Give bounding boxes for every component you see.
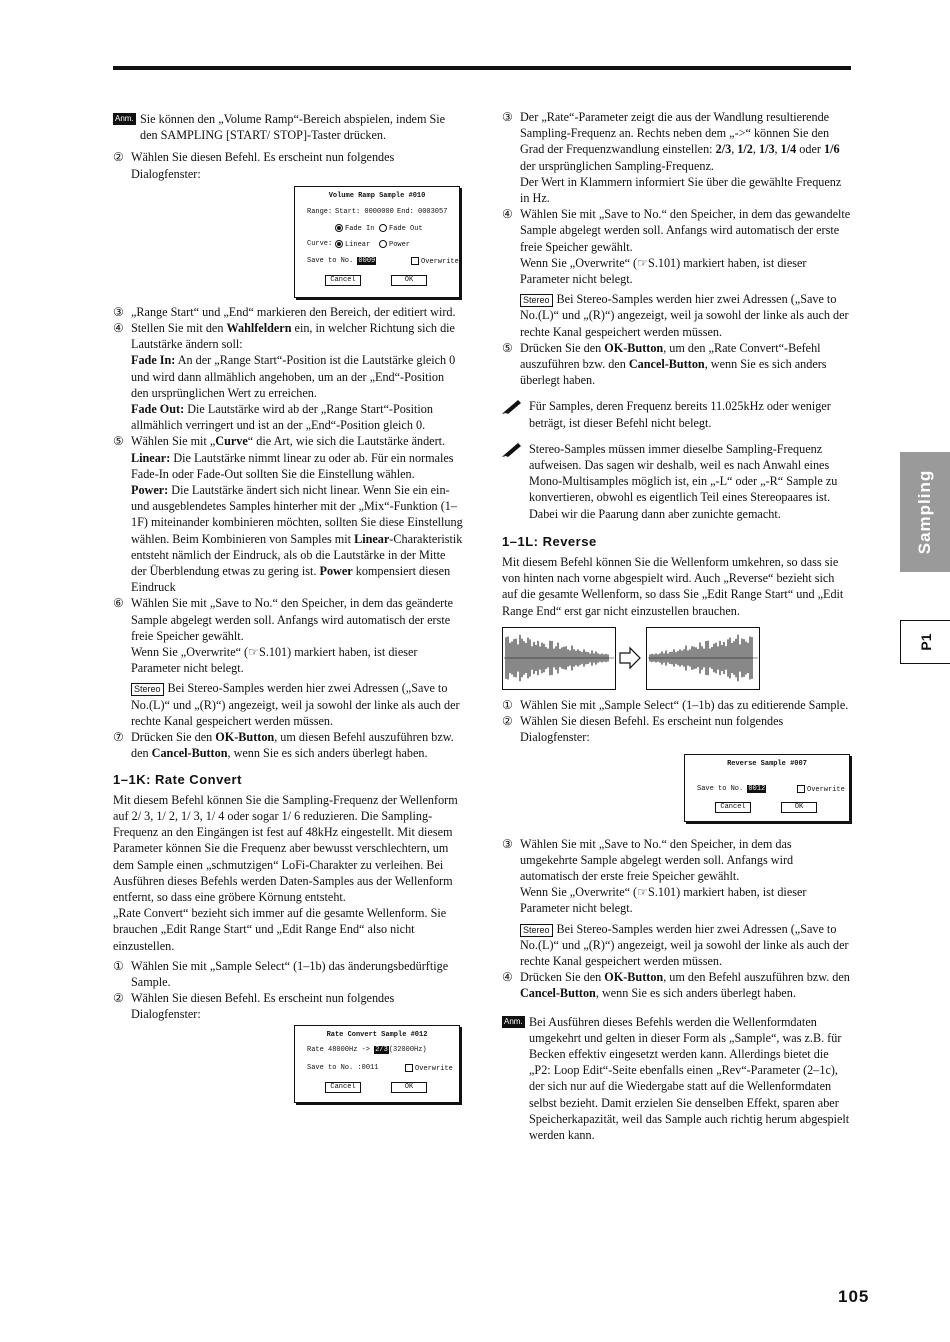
page-number: 105	[838, 1287, 870, 1306]
reverse-step-3: ③ Wählen Sie mit „Save to No.“ den Speicher, in dem das umgekehrte Sample abgelegt werden soll. Anfangs wird automatisch der erste freie Speicher gewählt.	[502, 836, 794, 883]
power-desc: Power: Die Lautstärke ändert sich nicht linear. Wenn Sie ein ein- und ausgeblendetes Samples hinterher mit der „Mix“-Funktion (1–1F) miteinander kombinieren möchten, sollten Sie diese Einstellung wählen. Beim Kombinieren von Samples mit Linear-Charakteristik entsteht nämlich der Eindruck, als ob die Lautstärke in der Mitte der Überblendung etwas zu gering ist. Power kompensiert diesen Eindruck	[131, 483, 463, 595]
ok-button[interactable]: OK	[391, 275, 427, 286]
step-6-overwrite: Wenn Sie „Overwrite“ (☞S.101) markiert haben, ist dieser Parameter nicht belegt.	[131, 645, 418, 676]
save-to-field[interactable]: 0009	[358, 256, 376, 265]
arrow-right-icon	[620, 648, 640, 668]
pen-note-2: Stereo-Samples müssen immer dieselbe Sampling-Frequenz aufweisen. Das sagen wir deshalb, weil es nach Anwahl eines Mono-Multisamples möglich ist, ein „-L“ oder „-R“ Sample zu konvertieren, obwohl es eigentlich Teil eines Stereopaares ist. Dabei wir die Paarung dann aber zunichte gemacht.	[502, 441, 852, 522]
save-to-field[interactable]: 0012	[748, 784, 766, 793]
reverse-heading: 1–1L: Reverse	[502, 533, 597, 549]
rate-field[interactable]: 2/3	[375, 1045, 388, 1054]
step-5: ⑤ Drücken Sie den OK-Button, um den „Rate Convert“-Befehl auszuführen bzw. den Cancel-Button, wenn Sie es sich anders überlegt haben.	[502, 340, 827, 388]
reverse-step-3-overwrite: Wenn Sie „Overwrite“ (☞S.101) markiert haben, ist dieser Parameter nicht belegt.	[520, 885, 807, 916]
rate-convert-intro: Mit diesem Befehl können Sie die Sampling-Frequenz der Wellenform auf 2/ 3, 1/ 2, 1/ 3, 1/ 4 oder sogar 1/ 6 reduzieren. Die Sampling-Frequenz an den Eingängen ist fest auf 48kHz eingestellt. Mit diesem Parameter können Sie die Frequenz aber bewusst verschlechtern, um dem Sample einen „schmutzigen“ LoFi-Charakter zu verleihen. Bei Ausführen dieses Befehls werden Daten-Samples aus der Wellenform entfernt, so dass eine gröbere Körnung entsteht.	[113, 792, 458, 904]
waveform-graphic	[502, 627, 762, 691]
step-3: ③ „Range Start“ und „End“ markieren den Bereich, der editiert wird.	[113, 304, 456, 319]
cancel-button[interactable]: Cancel	[325, 1082, 361, 1093]
range-end: End: 0003057	[397, 207, 448, 216]
step-7: ⑦ Drücken Sie den OK-Button, um diesen Befehl auszuführen bzw. den Cancel-Button, wenn Sie es sich anders überlegt haben.	[113, 730, 454, 761]
rate-step-2: ② Wählen Sie diesen Befehl. Es erscheint nun folgendes Dialogfenster:	[113, 991, 395, 1022]
stereo-badge: Stereo	[131, 683, 164, 696]
overwrite-checkbox[interactable]: Overwrite	[797, 785, 845, 795]
dialog-title: Reverse Sample #007	[727, 759, 807, 768]
right-column	[502, 109, 852, 1143]
anm-badge: Anm.	[115, 114, 134, 123]
reverse-intro: Mit diesem Befehl können Sie die Wellenform umkehren, so dass sie von hinten nach vorne abgespielt wird. Auch „Reverse“ bezieht sich auf die gesamte Wellenform, so dass Sie „Edit Range Start“ und „Edit Range End“ erst gar nicht einzustellen brauchen.	[502, 555, 844, 618]
overwrite-checkbox[interactable]: Overwrite	[411, 257, 459, 267]
rate-step-1: ① Wählen Sie mit „Sample Select“ (1–1b) das änderungsbedürftige Sample.	[113, 958, 449, 989]
stereo-note-2: Stereo Bei Stereo-Samples werden hier zwei Adressen („Save to No.(L)“ und „(R)“) angezeigt, weil ja sowohl der linke als auch der rechte Kanal gespeichert werden müssen.	[520, 921, 849, 968]
pen-note-1: Für Samples, deren Frequenz bereits 11.025kHz oder weniger beträgt, ist dieser Befehl nicht belegt.	[502, 398, 852, 430]
reverse-step-1: ① Wählen Sie mit „Sample Select“ (1–1b) das zu editierende Sample.	[502, 697, 849, 712]
section-tab: Sampling	[900, 452, 950, 572]
step-4: ④ Stellen Sie mit den Wahlfeldern ein, in welcher Richtung sich die Lautstärke ändern soll:	[113, 321, 455, 352]
linear-radio[interactable]: Linear	[335, 240, 370, 250]
step-2: ② Wählen Sie diesen Befehl. Es erscheint nun folgendes Dialogfenster:	[113, 150, 395, 181]
step-5: ⑤ Wählen Sie mit „Curve“ die Art, wie sich die Lautstärke ändert.	[113, 434, 446, 449]
step-4-overwrite: Wenn Sie „Overwrite“ (☞S.101) markiert haben, ist dieser Parameter nicht belegt.	[520, 255, 807, 287]
fade-out-radio[interactable]: Fade Out	[379, 224, 423, 234]
step-3: ③ Der „Rate“-Parameter zeigt die aus der Wandlung resultierende Sampling-Frequenz an. Rechts neben dem „->“ können Sie den Grad der Frequenzwandlung einstellen: 2/3, 1/2, 1/3, 1/4 oder 1/6 der ursprünglichen Sampling-Frequenz.	[502, 110, 840, 173]
ok-button[interactable]: OK	[781, 802, 817, 813]
fade-out-desc: Fade Out: Die Lautstärke wird ab der „Range Start“-Position allmählich verringert und ist an der „End“-Position gleich 0.	[131, 402, 433, 433]
rate-convert-dialog: Rate Convert Sample #012 Rate 48000Hz -> 2/3(32000Hz) Save to No. :0011 Overwrite Cancel OK	[294, 1025, 460, 1103]
cancel-button[interactable]: Cancel	[325, 275, 361, 286]
step-3-note: Der Wert in Klammern informiert Sie über die gewählte Frequenz in Hz.	[520, 174, 842, 206]
header-rule	[113, 66, 851, 70]
stereo-note: Stereo Bei Stereo-Samples werden hier zwei Adressen („Save to No.(L)“ und „(R)“) angezeigt, weil ja sowohl der linke als auch der rechte Kanal gespeichert werden müssen.	[131, 681, 460, 728]
stereo-note: Stereo Bei Stereo-Samples werden hier zwei Adressen („Save to No.(L)“ und „(R)“) angezeigt, weil ja sowohl der linke als auch der rechte Kanal gespeichert werden müssen.	[520, 292, 849, 339]
save-to-field[interactable]: :0011	[357, 1063, 379, 1072]
linear-desc: Linear: Die Lautstärke nimmt linear zu oder ab. Für ein normales Fade-In oder Fade-Out sollten Sie die Einstellung wählen.	[131, 450, 454, 481]
rate-convert-heading: 1–1K: Rate Convert	[113, 771, 242, 787]
stereo-badge: Stereo	[520, 294, 553, 307]
reverse-step-2: ② Wählen Sie diesen Befehl. Es erscheint nun folgendes Dialogfenster:	[502, 714, 784, 745]
pencil-icon	[502, 398, 522, 414]
reverse-dialog: Reverse Sample #007 Save to No. 0012 Overwrite Cancel OK	[684, 754, 850, 822]
stereo-badge: Stereo	[520, 924, 553, 937]
overwrite-checkbox[interactable]: Overwrite	[405, 1064, 453, 1074]
reverse-step-4: ④ Drücken Sie den OK-Button, um den Befehl auszuführen bzw. den Cancel-Button, wenn Sie es sich anders überlegt haben.	[502, 970, 850, 1001]
fade-in-radio[interactable]: Fade In	[335, 224, 374, 234]
dialog-title: Rate Convert Sample #012	[326, 1030, 428, 1039]
rate-convert-scope: „Rate Convert“ bezieht sich immer auf die gesamte Wellenform. Sie brauchen „Edit Range Start“ und „Edit Range End“ also nicht einzustellen.	[113, 906, 447, 953]
anm-note-2: Anm. Bei Ausführen dieses Befehls werden die Wellenformdaten umgekehrt und gelten in dieser Form als „Sample“, was z.B. für Becken effektiv eingesetzt werden kann. Allerdings bietet die „P2: Loop Edit“-Seite ebenfalls einen „Rev“-Parameter (2–1c), der sich nur auf die Wiedergabe statt auf die Wellenformdaten selbst bezieht. Damit erzielen Sie denselben Effekt, sparen aber Speicherkapazität, weil das Sample auch richtig herum abgespielt werden kann.	[504, 1014, 850, 1142]
left-column	[113, 109, 463, 1103]
anm-note: Anm. Sie können den „Volume Ramp“-Bereich abspielen, indem Sie den SAMPLING [START/ STOP]-Taster drücken.	[115, 112, 446, 143]
cancel-button[interactable]: Cancel	[715, 802, 751, 813]
dialog-title: Volume Ramp Sample #010	[328, 191, 426, 200]
range-start: Start: 0000000	[335, 207, 394, 216]
power-radio[interactable]: Power	[379, 240, 410, 250]
anm-badge: Anm.	[504, 1016, 523, 1026]
ok-button[interactable]: OK	[391, 1082, 427, 1093]
waveform-illustration	[502, 627, 852, 691]
step-6: ⑥ Wählen Sie mit „Save to No.“ den Speicher, in dem das geänderte Sample abgelegt werden soll. Anfangs wird automatisch der erste freie Speicher gewählt.	[113, 596, 454, 643]
fade-in-desc: Fade In: An der „Range Start“-Position ist die Lautstärke gleich 0 und wird dann allmählich angehoben, um an der „End“-Position den ursprünglichen Wert zu erreichen.	[131, 353, 456, 400]
page-tab: P1	[900, 620, 950, 664]
step-4: ④ Wählen Sie mit „Save to No.“ den Speicher, in dem das gewandelte Sample abgelegt werden soll. Anfangs wird automatisch der erste freie Speicher gewählt.	[502, 207, 851, 254]
pencil-icon	[502, 441, 522, 457]
volume-ramp-dialog: Volume Ramp Sample #010 Range: Start: 0000000 End: 0003057 Fade In Fade Out Curve: Linear Power Save to No. 0009 Overwrite Cancel OK	[294, 186, 460, 298]
